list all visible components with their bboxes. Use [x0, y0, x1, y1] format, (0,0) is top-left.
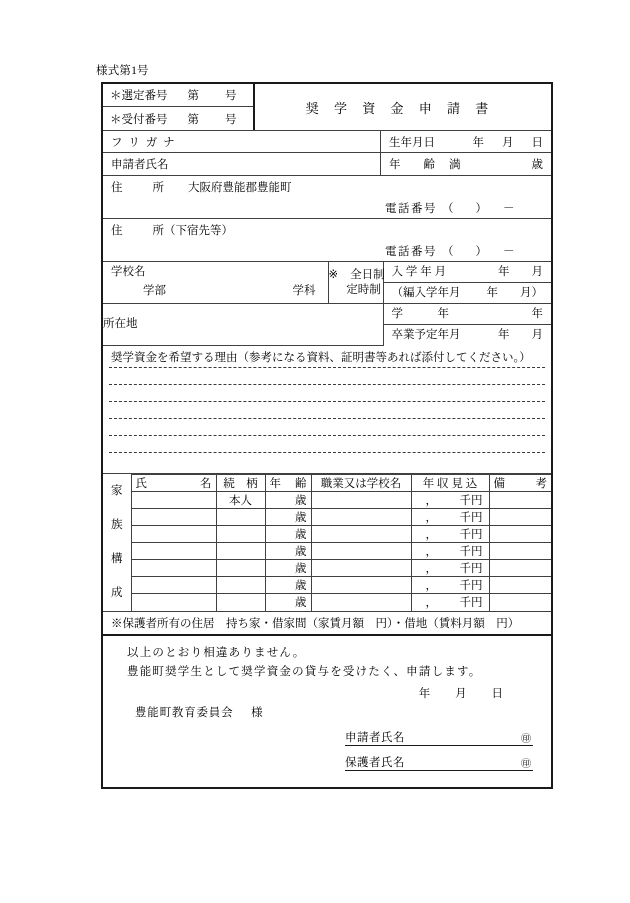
family-cell-relation[interactable] — [216, 526, 265, 543]
family-cell-remarks[interactable] — [489, 594, 551, 611]
family-income-unit: 千円 — [459, 512, 483, 524]
declaration-line-2: 豊能町奨学生として奨学資金の貸与を受けたく、申請します。 — [127, 665, 482, 678]
declaration-date-month: 月 — [455, 687, 467, 700]
reason-line[interactable] — [109, 435, 545, 452]
declaration-addressee: 豊能町教育委員会 — [135, 706, 234, 719]
family-cell-remarks[interactable] — [489, 560, 551, 577]
form-header-band — [103, 84, 551, 131]
selection-number-row[interactable] — [103, 84, 253, 107]
declaration-date-line[interactable] — [113, 685, 541, 701]
admission-date-cell[interactable] — [383, 262, 551, 283]
declaration-addressee-honorific: 様 — [251, 706, 264, 719]
family-income-comma: ， — [425, 580, 437, 592]
family-row — [103, 577, 551, 594]
family-header-name-left: 氏 — [135, 478, 147, 490]
family-cell-income[interactable] — [411, 594, 489, 611]
birthdate-field[interactable] — [381, 131, 551, 153]
family-header-occupation: 職業又は学校名 — [311, 475, 411, 492]
school-location-label: 所在地 — [103, 318, 138, 331]
guardian-signature-label: 保護者氏名 — [345, 756, 405, 769]
family-header-remarks — [489, 475, 551, 492]
home-phone-paren-close: ） — [475, 202, 487, 215]
signature-list — [113, 727, 541, 771]
family-cell-occupation[interactable] — [311, 543, 411, 560]
family-income-comma: ， — [425, 529, 437, 541]
birth-age-column — [381, 131, 551, 175]
family-cell-name[interactable] — [131, 577, 216, 594]
age-unit: 歳 — [531, 159, 543, 171]
school-row-grade — [103, 304, 551, 325]
family-header-row — [103, 475, 551, 492]
family-vertical-char: 家 — [111, 485, 123, 498]
lodging-phone-paren-open: （ — [442, 245, 454, 258]
family-cell-name[interactable] — [131, 526, 216, 543]
family-cell-relation[interactable] — [216, 509, 265, 526]
lodging-address-block[interactable] — [103, 219, 551, 262]
home-address-block[interactable] — [103, 176, 551, 219]
family-composition-block — [103, 474, 551, 612]
family-cell-relation[interactable] — [216, 543, 265, 560]
family-cell-occupation[interactable] — [311, 526, 411, 543]
home-phone-dash: － — [503, 202, 515, 215]
family-vertical-char: 族 — [111, 519, 123, 532]
family-vertical-label — [103, 475, 131, 611]
birthdate-month-unit: 月 — [502, 136, 514, 149]
receipt-number-row[interactable] — [103, 107, 253, 130]
family-income-unit: 千円 — [459, 563, 483, 575]
family-income-comma: ， — [425, 597, 437, 610]
family-income-unit: 千円 — [459, 580, 483, 592]
school-name-label: 学校名 — [111, 265, 146, 278]
home-address-line — [103, 176, 551, 197]
transfer-label: （編入学年月 — [391, 286, 461, 299]
lodging-phone-paren-close: ） — [475, 245, 487, 258]
family-header-income: 年 収 見 込 — [411, 475, 489, 492]
family-cell-age[interactable]: 歳 — [265, 526, 311, 543]
home-phone-paren-open: （ — [442, 202, 454, 215]
transfer-year-unit: 年 — [486, 286, 498, 299]
lodging-address-line — [103, 219, 551, 240]
birthdate-label: 生年月日 — [389, 136, 435, 149]
receipt-number-gou: 号 — [225, 113, 237, 126]
declaration-date-day: 日 — [491, 687, 503, 700]
home-address-value: 大阪府豊能郡豊能町 — [188, 181, 292, 194]
transfer-date-cell[interactable] — [383, 283, 551, 304]
furigana-label: フ リ ガ ナ — [111, 136, 177, 149]
home-address-label-sho: 所 — [152, 181, 164, 194]
family-row — [103, 543, 551, 560]
reason-heading: 奨学資金を希望する理由（参考になる資料、証明書等あれば添付してください。） — [111, 352, 531, 364]
family-income-unit: 千円 — [459, 529, 483, 541]
school-mode-mark: ※ — [328, 269, 339, 282]
applicant-name-column — [103, 131, 381, 175]
family-cell-remarks[interactable] — [489, 543, 551, 560]
lodging-phone-dash: － — [503, 245, 515, 258]
family-cell-age[interactable]: 歳 — [265, 594, 311, 611]
school-location-cell[interactable] — [103, 304, 383, 346]
school-faculty-dept-line — [103, 282, 328, 303]
graduation-month-unit: 月 — [531, 329, 543, 342]
family-income-comma: ， — [425, 512, 437, 524]
family-cell-name[interactable] — [131, 560, 216, 577]
selection-number-dai: 第 — [187, 90, 199, 102]
grade-unit: 年 — [531, 307, 543, 320]
family-header-age-right: 齢 — [295, 478, 307, 490]
school-department-label: 学科 — [292, 284, 316, 297]
family-cell-occupation[interactable] — [311, 492, 411, 509]
residence-ownership-note[interactable]: ※保護者所有の住居 持ち家・借家間（家賃月額 円）・借地（賃料月額 円） — [103, 612, 551, 636]
reason-line[interactable] — [109, 452, 545, 469]
lodging-phone-line — [103, 240, 551, 261]
family-vertical-char: 成 — [111, 587, 123, 600]
family-header-remarks-right: 考 — [535, 478, 547, 490]
family-cell-occupation[interactable] — [311, 577, 411, 594]
school-info-table — [103, 262, 551, 346]
school-mode-cell[interactable] — [328, 262, 383, 304]
birthdate-day-unit: 日 — [531, 136, 543, 149]
family-header-name — [131, 475, 216, 492]
lodging-address-label-juu: 住 — [111, 224, 123, 237]
guardian-signature-row[interactable] — [345, 752, 533, 771]
family-cell-age[interactable]: 歳 — [265, 509, 311, 526]
family-cell-income[interactable] — [411, 543, 489, 560]
family-income-comma: ， — [425, 563, 437, 575]
family-cell-occupation[interactable] — [311, 560, 411, 577]
school-faculty-label: 学部 — [143, 284, 166, 297]
selection-number-gou: 号 — [225, 90, 237, 102]
selection-number-label: ＊選定番号 — [110, 90, 168, 102]
school-name-cell[interactable] — [103, 262, 328, 304]
page-title: 奨 学 資 金 申 請 書 — [305, 100, 495, 116]
family-cell-income[interactable] — [411, 509, 489, 526]
home-phone-label: 電話番号 — [385, 202, 437, 215]
family-cell-name[interactable] — [131, 543, 216, 560]
family-row — [103, 509, 551, 526]
family-cell-name[interactable] — [131, 509, 216, 526]
application-form-frame — [101, 82, 553, 789]
family-cell-remarks[interactable] — [489, 526, 551, 543]
family-row — [103, 526, 551, 543]
furigana-field[interactable] — [103, 131, 380, 153]
family-cell-relation[interactable]: 本人 — [216, 492, 265, 509]
declaration-date-year: 年 — [418, 687, 431, 700]
graduation-label: 卒業予定年月 — [391, 329, 461, 342]
applicant-signature-row[interactable] — [345, 727, 533, 746]
family-cell-occupation[interactable] — [311, 594, 411, 611]
applicant-name-label: 申請者氏名 — [111, 159, 169, 171]
family-income-comma: ， — [425, 546, 437, 558]
family-cell-income[interactable] — [411, 560, 489, 577]
family-row — [103, 594, 551, 611]
reason-line[interactable] — [109, 367, 545, 384]
grade-cell[interactable] — [383, 304, 551, 325]
reason-writing-area[interactable] — [103, 367, 551, 473]
family-cell-age[interactable]: 歳 — [265, 492, 311, 509]
applicant-signature-label: 申請者氏名 — [345, 731, 405, 744]
family-header-age-left: 年 — [269, 478, 281, 490]
family-row — [103, 492, 551, 509]
declaration-addressee-line — [113, 704, 541, 720]
reason-line[interactable] — [109, 418, 545, 435]
family-cell-occupation[interactable] — [311, 509, 411, 526]
family-cell-remarks[interactable] — [489, 492, 551, 509]
official-use-number-box — [103, 84, 255, 130]
family-row — [103, 560, 551, 577]
family-header-remarks-left: 備 — [493, 478, 505, 490]
family-cell-age[interactable]: 歳 — [265, 543, 311, 560]
declaration-line-1: 以上のとおり相違ありません。 — [127, 646, 306, 659]
age-man-label: 満 — [449, 159, 461, 171]
receipt-number-label: ＊受付番号 — [110, 113, 168, 126]
seal-icon: ㊞ — [521, 758, 531, 770]
family-cell-income[interactable] — [411, 577, 489, 594]
family-cell-relation[interactable] — [216, 560, 265, 577]
family-cell-remarks[interactable] — [489, 509, 551, 526]
family-cell-remarks[interactable] — [489, 577, 551, 594]
family-cell-age[interactable]: 歳 — [265, 560, 311, 577]
lodging-address-label-sho: 所（下宿先等） — [152, 224, 233, 237]
reason-line[interactable] — [109, 384, 545, 401]
grade-label: 学 年 — [391, 307, 449, 320]
birthdate-year-unit: 年 — [472, 136, 484, 149]
school-mode-fulltime: 全日制 — [350, 269, 385, 282]
family-table — [103, 474, 551, 611]
graduation-date-cell[interactable] — [383, 325, 551, 346]
family-header-age — [265, 475, 311, 492]
age-field[interactable] — [381, 153, 551, 175]
admission-year-unit: 年 — [498, 265, 510, 278]
family-cell-income[interactable] — [411, 492, 489, 509]
reason-block — [103, 346, 551, 474]
age-label: 年 齢 — [389, 159, 435, 171]
family-income-unit: 千円 — [459, 495, 483, 507]
school-mode-parttime: 定時制 — [346, 283, 381, 296]
family-header-name-right: 名 — [200, 478, 212, 490]
seal-icon: ㊞ — [521, 733, 531, 745]
form-number: 様式第1号 — [96, 65, 149, 77]
family-income-unit: 千円 — [459, 597, 483, 610]
family-cell-age[interactable]: 歳 — [265, 577, 311, 594]
reason-line[interactable] — [109, 401, 545, 418]
lodging-phone-label: 電話番号 — [385, 245, 437, 258]
family-cell-relation[interactable] — [216, 594, 265, 611]
school-row-admission — [103, 262, 551, 283]
family-income-comma: ， — [425, 495, 437, 507]
family-cell-name[interactable] — [131, 594, 216, 611]
home-phone-line — [103, 197, 551, 218]
family-header-relation: 続 柄 — [216, 475, 265, 492]
applicant-name-field[interactable] — [103, 153, 380, 175]
receipt-number-dai: 第 — [187, 113, 199, 126]
declaration-block — [103, 636, 551, 787]
admission-month-unit: 月 — [531, 265, 543, 278]
family-income-unit: 千円 — [459, 546, 483, 558]
family-cell-name[interactable] — [131, 492, 216, 509]
home-address-label-juu: 住 — [111, 181, 123, 194]
admission-label: 入 学 年 月 — [391, 265, 447, 278]
family-vertical-char: 構 — [111, 553, 123, 566]
family-cell-relation[interactable] — [216, 577, 265, 594]
graduation-year-unit: 年 — [498, 329, 510, 342]
applicant-identity-band — [103, 131, 551, 176]
family-cell-income[interactable] — [411, 526, 489, 543]
transfer-month-unit: 月） — [520, 286, 543, 299]
